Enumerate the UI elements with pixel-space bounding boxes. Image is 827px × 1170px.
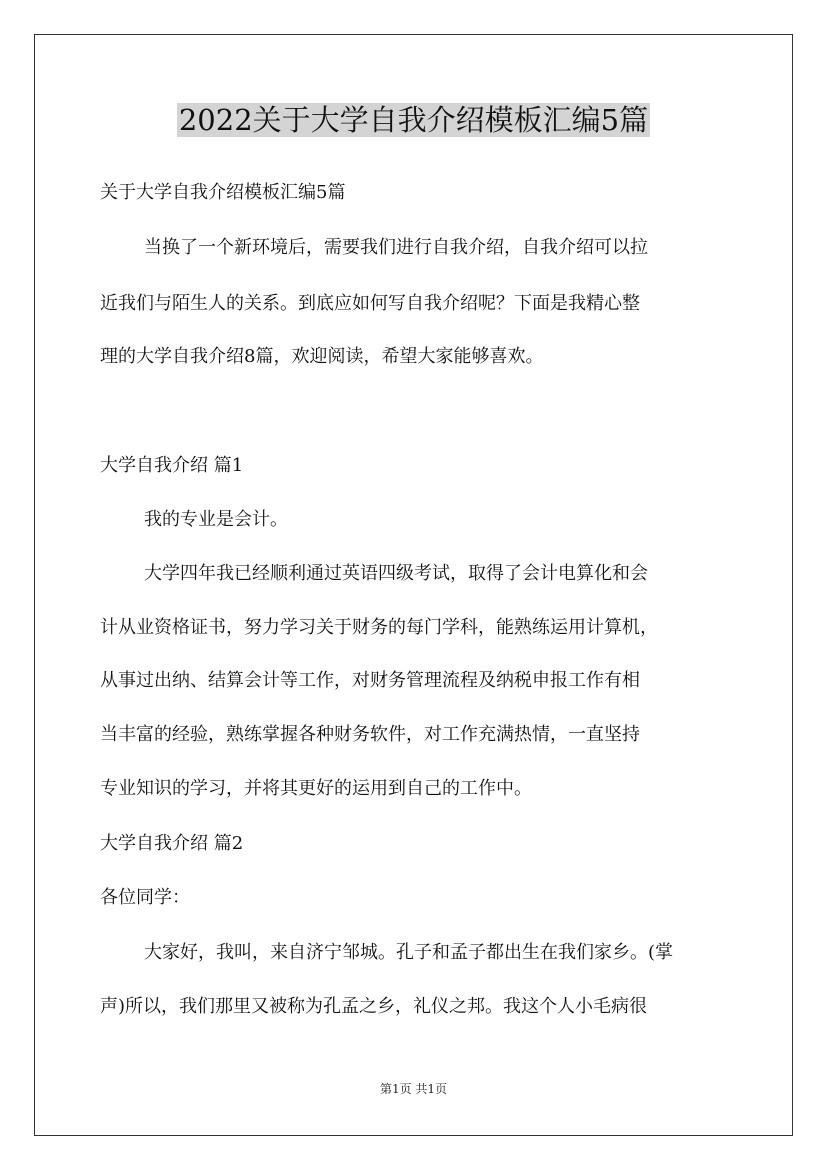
section1-line-4: 从事过出纳、结算会计等工作，对财务管理流程及纳税申报工作有相 (100, 670, 640, 691)
section1-line-5: 当丰富的经验，熟练掌握各种财务软件，对工作充满热情，一直坚持 (100, 724, 640, 745)
intro-line-1: 当换了一个新环境后，需要我们进行自我介绍，自我介绍可以拉 (144, 237, 648, 258)
subtitle-line: 关于大学自我介绍模板汇编5篇 (100, 182, 346, 203)
section2-line-2: 声)所以，我们那里又被称为孔孟之乡，礼仪之邦。我这个人小毛病很 (100, 996, 648, 1017)
section1-line-1: 我的专业是会计。 (144, 509, 288, 530)
document-title-text: 2022关于大学自我介绍模板汇编5篇 (178, 103, 649, 137)
section2-line-1: 大家好，我叫，来自济宁邹城。孔子和孟子都出生在我们家乡。(掌 (144, 942, 674, 963)
page-footer: 第1页 共1页 (379, 1082, 448, 1096)
intro-line-2: 近我们与陌生人的关系。到底应如何写自我介绍呢？下面是我精心整 (100, 293, 640, 314)
section1-line-3: 计从业资格证书，努力学习关于财务的每门学科，能熟练运用计算机， (100, 617, 658, 638)
section1-line-6: 专业知识的学习，并将其更好的运用到自己的工作中。 (100, 778, 532, 799)
greeting-line: 各位同学： (100, 887, 190, 908)
intro-line-3: 理的大学自我介绍8篇，欢迎阅读，希望大家能够喜欢。 (100, 346, 544, 367)
section-heading-2: 大学自我介绍 篇2 (100, 833, 244, 854)
section1-line-2: 大学四年我已经顺利通过英语四级考试，取得了会计电算化和会 (144, 563, 648, 584)
document-title (0, 98, 827, 142)
section-heading-1: 大学自我介绍 篇1 (100, 455, 244, 476)
